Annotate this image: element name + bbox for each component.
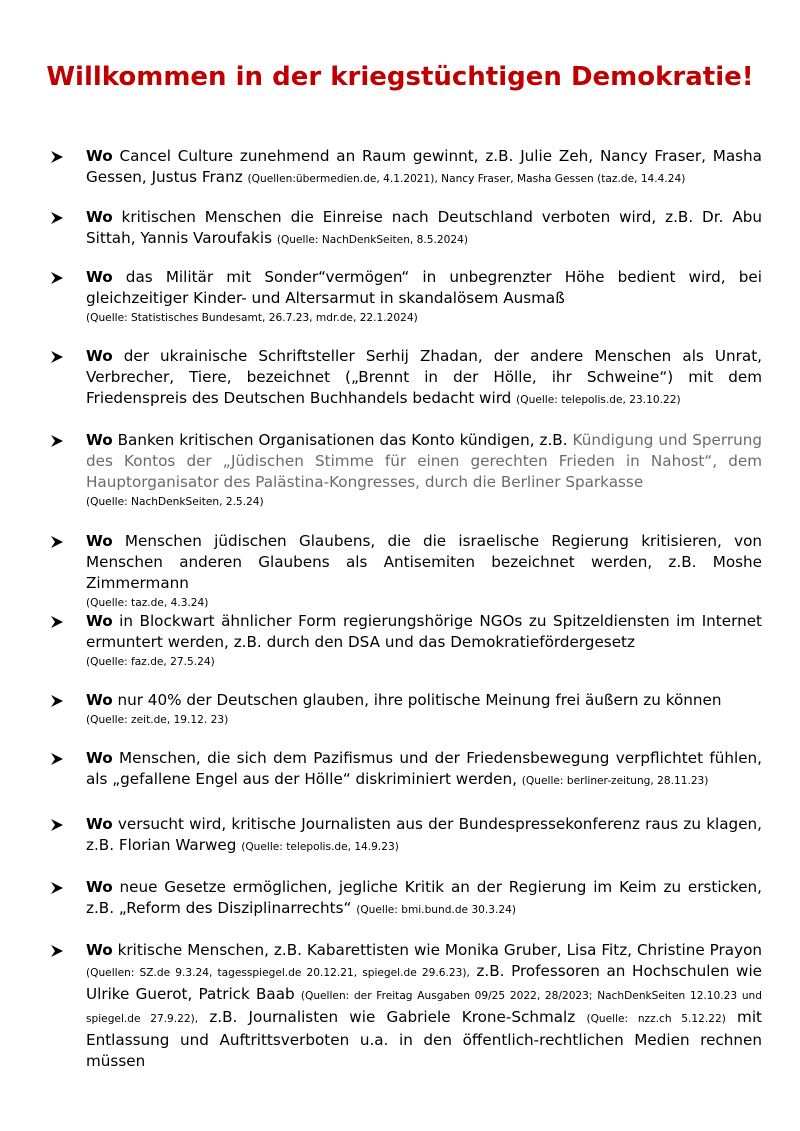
list-item-text: Wo kritische Menschen, z.B. Kabarettisten wie Monika Gruber, Lisa Fitz, Christine Prayon (Quellen: SZ.de 9.3.24, tagesspiegel.de 20.12.21, spiegel.de 29.6.23), z.B. Professoren an Hochschulen wie Ulrike Guerot, Patrick Baab (Quellen: der Freitag Ausgaben 09/25 2022, 28/2023; NachDenkSeiten 12.10.23 und spiegel.de 27.9.22), z.B. Journalisten wie Gabriele Krone-Schmalz (Quelle: nzz.ch 5.12.22) mit Entlassung und Auftrittsverboten u.a. in den öffentlich-rechtlichen Medien rechnen müssen xyxy=(86,941,763,1070)
lead-word: Wo xyxy=(86,208,113,226)
lead-word: Wo xyxy=(86,815,113,833)
arrow-bullet-icon xyxy=(50,692,64,710)
arrow-bullet-icon xyxy=(50,269,64,287)
list-item-text: Wo Banken kritischen Organisationen das Konto kündigen, z.B. Kündigung und Sperrung des Kontos der „Jüdischen Stimme für einen gerechten Frieden in Nahost“, dem Hauptorganisator des Palästina-Kongresses, durch die Berliner Sparkasse (Quelle: NachDenkSeiten, 2.5.24) xyxy=(86,430,762,511)
lead-word: Wo xyxy=(86,147,113,165)
list-item-text: Wo der ukrainische Schriftsteller Serhij Zhadan, der andere Menschen als Unrat, Verbrecher, Tiere, bezeichnet („Brennt in der Hölle, ihr Schweine“) mit dem Friedenspreis des Deutschen Buchhandels bedacht wird (Quelle: telepolis.de, 23.10.22) xyxy=(86,347,762,407)
source-citation: (Quelle: taz.de, 4.3.24) xyxy=(86,597,209,609)
arrow-bullet-icon xyxy=(50,750,64,768)
list-item-text: Wo versucht wird, kritische Journalisten aus der Bundespressekonferenz raus zu klagen, z.B. Florian Warweg (Quelle: telepolis.de, 14.9.23) xyxy=(86,815,762,854)
list-item-text: Wo Menschen jüdischen Glaubens, die die israelische Regierung kritisieren, von Menschen anderen Glaubens als Antisemiten bezeichnet werden, z.B. Moshe Zimmermann (Quelle: taz.de, 4.3.24) xyxy=(86,531,762,612)
arrow-bullet-icon xyxy=(50,148,64,166)
arrow-bullet-icon xyxy=(50,816,64,834)
arrow-bullet-icon xyxy=(50,533,64,551)
arrow-bullet-icon xyxy=(50,432,64,450)
linked-reference: Kündigung und Sperrung des Kontos der „Jüdischen Stimme für einen gerechten Frieden in Nahost“, dem Hauptorganisator des Palästina-Kongresses, durch die Berliner Sparkasse xyxy=(86,431,762,491)
source-citation: (Quellen: der Freitag Ausgaben 09/25 2022, 28/2023; NachDenkSeiten 12.10.23 und spiegel.de 27.9.22), xyxy=(86,990,762,1025)
list-item-text: Wo Menschen, die sich dem Pazifismus und der Friedensbewegung verpflichtet fühlen, als „gefallene Engel aus der Hölle“ diskriminiert werden, (Quelle: berliner-zeitung, 28.11.23) xyxy=(86,749,762,788)
source-citation: (Quellen: SZ.de 9.3.24, tagesspiegel.de 20.12.21, spiegel.de 29.6.23), xyxy=(86,967,470,979)
source-citation: (Quelle: berliner-zeitung, 28.11.23) xyxy=(521,775,709,787)
arrow-bullet-icon xyxy=(50,209,64,227)
arrow-bullet-icon xyxy=(50,348,64,366)
list-item-text: Wo das Militär mit Sonder“vermögen“ in unbegrenzter Höhe bedient wird, bei gleichzeitiger Kinder- und Altersarmut in skandalösem Ausmaß (Quelle: Statistisches Bundesamt, 26.7.23, mdr.de, 22.1.2024) xyxy=(86,267,762,327)
arrow-bullet-icon xyxy=(50,879,64,897)
source-citation: (Quelle: faz.de, 27.5.24) xyxy=(86,656,215,668)
list-item-text: Wo Cancel Culture zunehmend an Raum gewinnt, z.B. Julie Zeh, Nancy Fraser, Masha Gessen, Justus Franz (Quellen:übermedien.de, 4.1.2021), Nancy Fraser, Masha Gessen (taz.de, 14.4.24) xyxy=(86,147,762,186)
lead-word: Wo xyxy=(86,268,113,286)
lead-word: Wo xyxy=(86,749,113,767)
arrow-bullet-icon xyxy=(50,613,64,631)
source-citation: (Quelle: NachDenkSeiten, 8.5.2024) xyxy=(276,234,468,246)
lead-word: Wo xyxy=(86,878,113,896)
arrow-bullet-icon xyxy=(50,942,64,960)
source-citation: (Quelle: telepolis.de, 14.9.23) xyxy=(241,841,399,853)
source-citation: (Quelle: telepolis.de, 23.10.22) xyxy=(516,394,681,406)
lead-word: Wo xyxy=(86,347,113,365)
lead-word: Wo xyxy=(86,612,113,630)
list-item-text: Wo in Blockwart ähnlicher Form regierungshörige NGOs zu Spitzeldiensten im Internet ermuntert werden, z.B. durch den DSA und das Demokratiefördergesetz (Quelle: faz.de, 27.5.24) xyxy=(86,611,762,671)
lead-word: Wo xyxy=(86,941,113,959)
lead-word: Wo xyxy=(86,431,113,449)
list-item-text: Wo kritischen Menschen die Einreise nach Deutschland verboten wird, z.B. Dr. Abu Sittah, Yannis Varoufakis (Quelle: NachDenkSeiten, 8.5.2024) xyxy=(86,208,762,247)
source-citation: (Quellen:übermedien.de, 4.1.2021), Nancy Fraser, Masha Gessen (taz.de, 14.4.24) xyxy=(247,173,686,185)
page-title: Willkommen in der kriegstüchtigen Demokratie! xyxy=(46,62,754,92)
source-citation: (Quelle: Statistisches Bundesamt, 26.7.23, mdr.de, 22.1.2024) xyxy=(86,312,418,324)
lead-word: Wo xyxy=(86,691,113,709)
source-citation: (Quelle: bmi.bund.de 30.3.24) xyxy=(356,904,517,916)
source-citation: (Quelle: NachDenkSeiten, 2.5.24) xyxy=(86,496,264,508)
source-citation: (Quelle: nzz.ch 5.12.22) xyxy=(586,1013,726,1025)
lead-word: Wo xyxy=(86,532,113,550)
source-citation: (Quelle: zeit.de, 19.12. 23) xyxy=(86,714,229,726)
list-item-text: Wo nur 40% der Deutschen glauben, ihre politische Meinung frei äußern zu können (Quelle: zeit.de, 19.12. 23) xyxy=(86,690,762,729)
list-item-text: Wo neue Gesetze ermöglichen, jegliche Kritik an der Regierung im Keim zu ersticken, z.B. „Reform des Disziplinarrechts“ (Quelle: bmi.bund.de 30.3.24) xyxy=(86,878,762,917)
